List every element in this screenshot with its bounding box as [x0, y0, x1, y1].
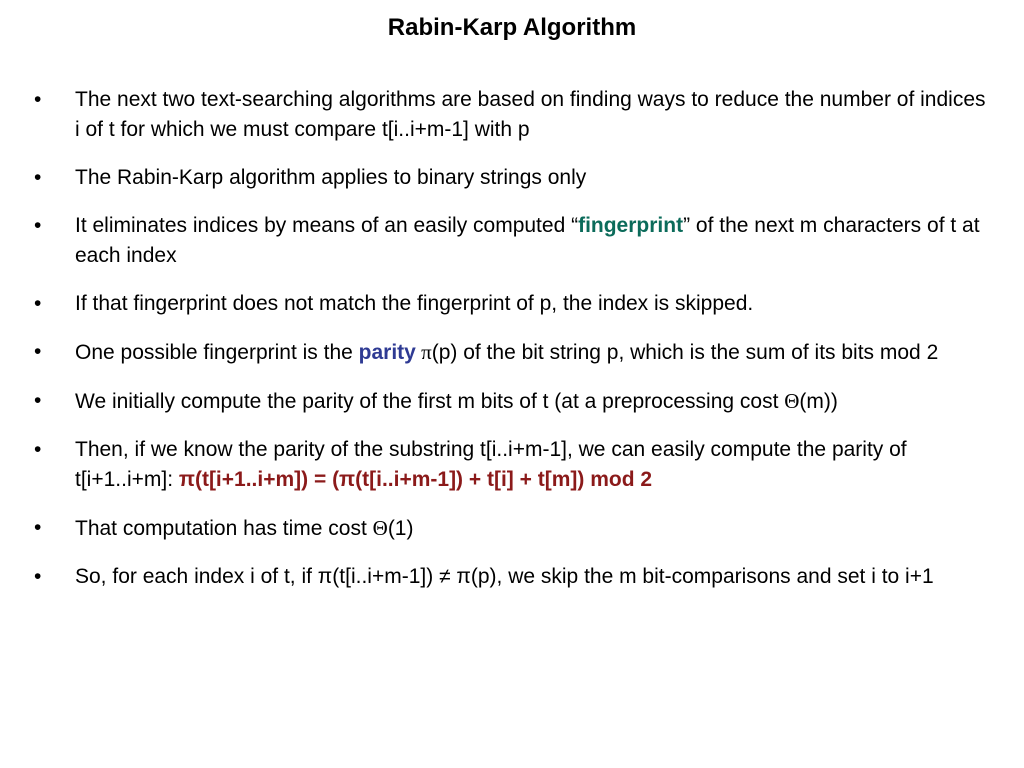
- bullet-text-pre: That computation has time cost: [75, 517, 373, 540]
- bullet-marker: •: [34, 166, 42, 189]
- bullet-marker: •: [34, 565, 42, 588]
- bullet-marker: •: [34, 516, 42, 539]
- bullet-list: [0, 85, 1024, 610]
- bullet-text-post: (m)): [799, 390, 838, 413]
- bullet-text: If that fingerprint does not match the fingerprint of p, the index is skipped.: [75, 292, 754, 315]
- bullet-text-post: ” of the next m characters of t at each index: [75, 214, 980, 267]
- parity-term: parity: [358, 341, 416, 364]
- bullet-marker: •: [34, 389, 42, 412]
- bullet-text-pre: One possible fingerprint is the: [75, 341, 359, 364]
- bullet-text-post: (1): [387, 517, 414, 540]
- bullet-item: [0, 211, 1024, 271]
- bullet-item: [0, 337, 1024, 368]
- bullet-item: [0, 163, 1024, 193]
- pi-symbol: π: [415, 340, 432, 364]
- bullet-text: The next two text-searching algorithms are based on finding ways to reduce the number of indices i of t for which we must compare t[i..i+m-1] with p: [75, 88, 986, 141]
- bullet-item: [0, 85, 1024, 145]
- parity-update-formula: π(t[i+1..i+m]) = (π(t[i..i+m-1]) + t[i] + t[m]) mod 2: [178, 468, 653, 491]
- bullet-item: [0, 289, 1024, 319]
- fingerprint-term: fingerprint: [578, 214, 684, 237]
- bullet-text-pre: We initially compute the parity of the first m bits of t (at a preprocessing cost: [75, 390, 785, 413]
- bullet-marker: •: [34, 292, 42, 315]
- bullet-item: [0, 562, 1024, 592]
- bullet-marker: •: [34, 88, 42, 111]
- bullet-text-post: (p) of the bit string p, which is the sum of its bits mod 2: [431, 341, 939, 364]
- bullet-marker: •: [34, 340, 42, 363]
- slide-title: Rabin-Karp Algorithm: [387, 14, 637, 41]
- theta-symbol: Θ: [372, 516, 388, 540]
- bullet-text: So, for each index i of t, if π(t[i..i+m-1]) ≠ π(p), we skip the m bit-comparisons and set i to i+1: [75, 565, 934, 588]
- bullet-item: [0, 513, 1024, 544]
- bullet-text-pre: It eliminates indices by means of an easily computed “: [75, 214, 579, 237]
- bullet-item: [0, 435, 1024, 495]
- bullet-item: [0, 386, 1024, 417]
- theta-symbol: Θ: [784, 389, 800, 413]
- bullet-text-pre: Then, if we know the parity of the substring t[i..i+m-1], we can easily compute the parity of t[i+1..i+m]:: [75, 438, 907, 491]
- bullet-marker: •: [34, 438, 42, 461]
- bullet-text: The Rabin-Karp algorithm applies to binary strings only: [75, 166, 587, 189]
- bullet-marker: •: [34, 214, 42, 237]
